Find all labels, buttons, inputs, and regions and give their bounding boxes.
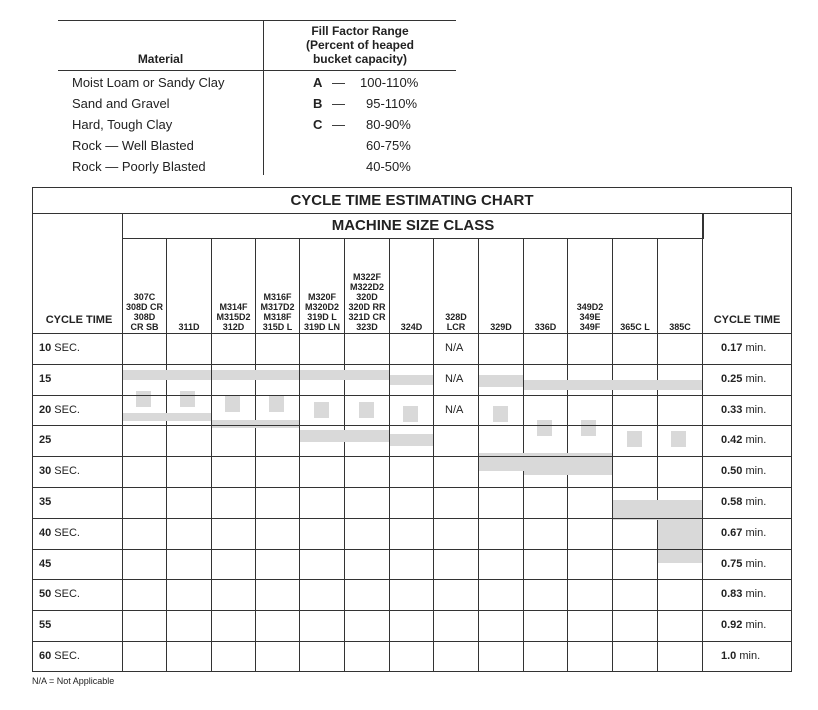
material-code: C bbox=[313, 117, 323, 132]
time-marker bbox=[627, 431, 642, 447]
material-name: Sand and Gravel bbox=[72, 96, 170, 111]
cycle-time-seconds bbox=[39, 496, 51, 508]
material-code: A bbox=[313, 75, 323, 90]
table-row bbox=[58, 136, 458, 157]
cycle-time-minutes bbox=[721, 404, 766, 416]
material-name: Hard, Tough Clay bbox=[72, 117, 173, 132]
cycle-time-minutes bbox=[721, 342, 766, 354]
material-name: Rock — Poorly Blasted bbox=[72, 159, 206, 174]
fill-range: 100-110% bbox=[360, 75, 419, 90]
machine-model-label: CR SB bbox=[130, 322, 159, 332]
machine-column-header bbox=[212, 240, 255, 332]
grid-line-horizontal bbox=[33, 333, 791, 334]
grid-line-horizontal bbox=[33, 456, 791, 457]
grid-line-vertical bbox=[702, 214, 703, 671]
seconds-value: 45 bbox=[39, 558, 52, 570]
machine-model-label: 311D bbox=[178, 322, 200, 332]
cycle-time-minutes bbox=[721, 619, 766, 631]
fill-range: 40-50% bbox=[366, 159, 411, 174]
machine-model-label: 320D RR bbox=[348, 302, 386, 312]
machine-model-label: M320D2 bbox=[304, 302, 340, 312]
machine-column-header bbox=[345, 240, 389, 332]
machine-column-header bbox=[123, 240, 166, 332]
time-marker bbox=[225, 396, 240, 412]
grid-line-horizontal bbox=[33, 425, 791, 426]
minutes-unit: min. bbox=[736, 650, 761, 662]
minutes-value: 0.75 bbox=[721, 558, 743, 570]
time-band-shading bbox=[123, 413, 211, 421]
cycle-time-seconds bbox=[39, 527, 80, 539]
grid-line-horizontal bbox=[33, 518, 791, 519]
cycle-time-seconds bbox=[39, 619, 51, 631]
machine-column-header bbox=[613, 240, 657, 332]
cycle-time-seconds bbox=[39, 588, 80, 600]
header-range-line: Fill Factor Range bbox=[311, 24, 409, 38]
table-rule bbox=[58, 70, 456, 71]
machine-model-label: M318F bbox=[263, 312, 292, 322]
time-marker bbox=[581, 420, 596, 436]
minutes-value: 0.67 bbox=[721, 527, 743, 539]
time-band-shading bbox=[212, 370, 299, 380]
machine-column-header bbox=[658, 240, 702, 332]
time-band-shading bbox=[300, 430, 389, 442]
minutes-value: 0.83 bbox=[721, 588, 743, 600]
grid-line-horizontal bbox=[33, 487, 791, 488]
time-band-shading bbox=[390, 434, 433, 446]
cycle-time-minutes bbox=[721, 650, 760, 662]
not-applicable-cell: N/A bbox=[445, 342, 464, 354]
machine-model-label: 349F bbox=[579, 322, 601, 332]
seconds-suffix: SEC. bbox=[51, 342, 80, 354]
cycle-time-minutes bbox=[721, 434, 766, 446]
machine-model-label: 307C bbox=[133, 292, 156, 302]
not-applicable-cell: N/A bbox=[445, 373, 464, 385]
material-code: B bbox=[313, 96, 323, 111]
minutes-unit: min. bbox=[742, 342, 767, 354]
seconds-suffix: SEC. bbox=[51, 404, 80, 416]
machine-model-label: 315D L bbox=[262, 322, 293, 332]
seconds-value: 35 bbox=[39, 496, 52, 508]
time-marker bbox=[537, 420, 552, 436]
machine-model-label: M316F bbox=[263, 292, 292, 302]
cycle-time-chart bbox=[32, 187, 792, 672]
minutes-unit: min. bbox=[742, 527, 767, 539]
header-range-line: (Percent of heaped bbox=[305, 38, 415, 52]
machine-model-label: 336D bbox=[534, 322, 557, 332]
seconds-suffix: SEC. bbox=[51, 588, 80, 600]
machine-model-label: 349E bbox=[579, 312, 601, 322]
machine-column-header bbox=[167, 240, 211, 332]
footnote: N/A = Not Applicable bbox=[32, 676, 115, 686]
cycle-time-seconds bbox=[39, 434, 51, 446]
time-marker bbox=[671, 431, 686, 447]
time-marker bbox=[493, 406, 508, 422]
machine-column-header bbox=[434, 240, 478, 332]
machine-model-label: M314F bbox=[219, 302, 248, 312]
machine-model-label: 320D bbox=[356, 292, 378, 302]
grid-line-horizontal bbox=[33, 395, 791, 396]
machine-model-label: 349D2 bbox=[576, 302, 604, 312]
minutes-unit: min. bbox=[742, 588, 767, 600]
header-material: Material bbox=[137, 52, 184, 66]
machine-model-label: 319D LN bbox=[303, 322, 340, 332]
cycle-time-minutes bbox=[721, 373, 766, 385]
cycle-time-header-right: CYCLE TIME bbox=[713, 314, 781, 326]
header-range-line: bucket capacity) bbox=[312, 52, 408, 66]
fill-factor-table bbox=[58, 20, 458, 180]
cycle-time-seconds bbox=[39, 650, 80, 662]
seconds-suffix: SEC. bbox=[51, 650, 80, 662]
machine-model-label: LCR bbox=[446, 322, 466, 332]
time-marker bbox=[269, 396, 284, 412]
minutes-unit: min. bbox=[742, 404, 767, 416]
grid-line-horizontal bbox=[33, 364, 791, 365]
cycle-time-seconds bbox=[39, 465, 80, 477]
machine-model-label: 312D bbox=[222, 322, 245, 332]
material-name: Moist Loam or Sandy Clay bbox=[72, 75, 225, 90]
cycle-time-seconds bbox=[39, 342, 80, 354]
seconds-suffix: SEC. bbox=[51, 465, 80, 477]
machine-model-label: 329D bbox=[490, 322, 512, 332]
machine-column-header bbox=[524, 240, 567, 332]
seconds-value: 40 bbox=[39, 527, 52, 539]
seconds-value: 55 bbox=[39, 619, 52, 631]
minutes-value: 0.50 bbox=[721, 465, 743, 477]
machine-column-header bbox=[256, 240, 299, 332]
seconds-value: 10 bbox=[39, 342, 52, 354]
dash: — bbox=[332, 117, 345, 132]
cycle-time-seconds bbox=[39, 404, 80, 416]
machine-model-label: M317D2 bbox=[260, 302, 295, 312]
seconds-suffix: SEC. bbox=[51, 527, 80, 539]
machine-size-class-header: MACHINE SIZE CLASS bbox=[122, 214, 704, 239]
time-band-shading bbox=[479, 375, 523, 387]
cycle-time-minutes bbox=[721, 558, 766, 570]
cycle-time-minutes bbox=[721, 588, 766, 600]
cycle-time-minutes bbox=[721, 527, 766, 539]
minutes-unit: min. bbox=[742, 558, 767, 570]
machine-column-header bbox=[479, 240, 523, 332]
time-band-shading bbox=[212, 420, 299, 428]
header-fill-factor-range bbox=[264, 24, 456, 66]
seconds-value: 20 bbox=[39, 404, 52, 416]
machine-model-label: 328D bbox=[445, 312, 467, 322]
minutes-value: 0.17 bbox=[721, 342, 743, 354]
machine-model-label: 365C L bbox=[620, 322, 650, 332]
machine-model-label: 323D bbox=[356, 322, 378, 332]
time-band-shading bbox=[300, 370, 389, 380]
fill-range: 80-90% bbox=[366, 117, 411, 132]
dash: — bbox=[332, 75, 345, 90]
machine-model-label: M322D2 bbox=[349, 282, 385, 292]
minutes-value: 0.58 bbox=[721, 496, 743, 508]
material-name: Rock — Well Blasted bbox=[72, 138, 194, 153]
machine-model-label: 385C bbox=[669, 322, 691, 332]
minutes-unit: min. bbox=[742, 496, 767, 508]
dash: — bbox=[332, 96, 345, 111]
fill-range: 95-110% bbox=[366, 96, 418, 111]
machine-column-header bbox=[568, 240, 612, 332]
time-marker bbox=[314, 402, 329, 418]
machine-model-label: 321D CR bbox=[348, 312, 386, 322]
minutes-unit: min. bbox=[742, 434, 767, 446]
cycle-time-seconds bbox=[39, 558, 51, 570]
machine-model-label: M315D2 bbox=[216, 312, 251, 322]
time-band-shading bbox=[123, 370, 211, 380]
minutes-value: 1.0 bbox=[721, 650, 737, 662]
cycle-time-minutes bbox=[721, 496, 766, 508]
machine-model-label: M322F bbox=[352, 272, 381, 282]
seconds-value: 60 bbox=[39, 650, 52, 662]
machine-column-header bbox=[300, 240, 344, 332]
seconds-value: 15 bbox=[39, 373, 52, 385]
minutes-value: 0.92 bbox=[721, 619, 743, 631]
cycle-time-seconds bbox=[39, 373, 51, 385]
machine-model-label: 319D L bbox=[307, 312, 337, 322]
chart-title: CYCLE TIME ESTIMATING CHART bbox=[33, 188, 791, 214]
minutes-value: 0.42 bbox=[721, 434, 743, 446]
seconds-value: 30 bbox=[39, 465, 52, 477]
grid-line-horizontal bbox=[33, 610, 791, 611]
minutes-value: 0.25 bbox=[721, 373, 743, 385]
time-marker bbox=[136, 391, 151, 407]
not-applicable-cell: N/A bbox=[445, 404, 464, 416]
cycle-time-minutes bbox=[721, 465, 766, 477]
machine-model-label: 324D bbox=[400, 322, 423, 332]
machine-model-label: M320F bbox=[307, 292, 336, 302]
table-row bbox=[58, 115, 458, 136]
cycle-time-header-left: CYCLE TIME bbox=[45, 314, 113, 326]
minutes-unit: min. bbox=[742, 619, 767, 631]
time-marker bbox=[180, 391, 195, 407]
grid-line-horizontal bbox=[33, 549, 791, 550]
time-band-shading bbox=[524, 380, 702, 390]
time-band-shading bbox=[390, 375, 433, 385]
table-row bbox=[58, 157, 458, 178]
minutes-unit: min. bbox=[742, 373, 767, 385]
grid-line-horizontal bbox=[33, 641, 791, 642]
table-rule bbox=[58, 20, 456, 21]
seconds-value: 50 bbox=[39, 588, 52, 600]
seconds-value: 25 bbox=[39, 434, 52, 446]
grid-line-horizontal bbox=[33, 579, 791, 580]
minutes-unit: min. bbox=[742, 465, 767, 477]
fill-range: 60-75% bbox=[366, 138, 411, 153]
machine-model-label: 308D bbox=[133, 312, 156, 322]
time-marker bbox=[359, 402, 374, 418]
table-row bbox=[58, 73, 458, 94]
machine-column-header bbox=[390, 240, 433, 332]
minutes-value: 0.33 bbox=[721, 404, 743, 416]
table-row bbox=[58, 94, 458, 115]
machine-model-label: 308D CR bbox=[125, 302, 163, 312]
time-marker bbox=[403, 406, 418, 422]
